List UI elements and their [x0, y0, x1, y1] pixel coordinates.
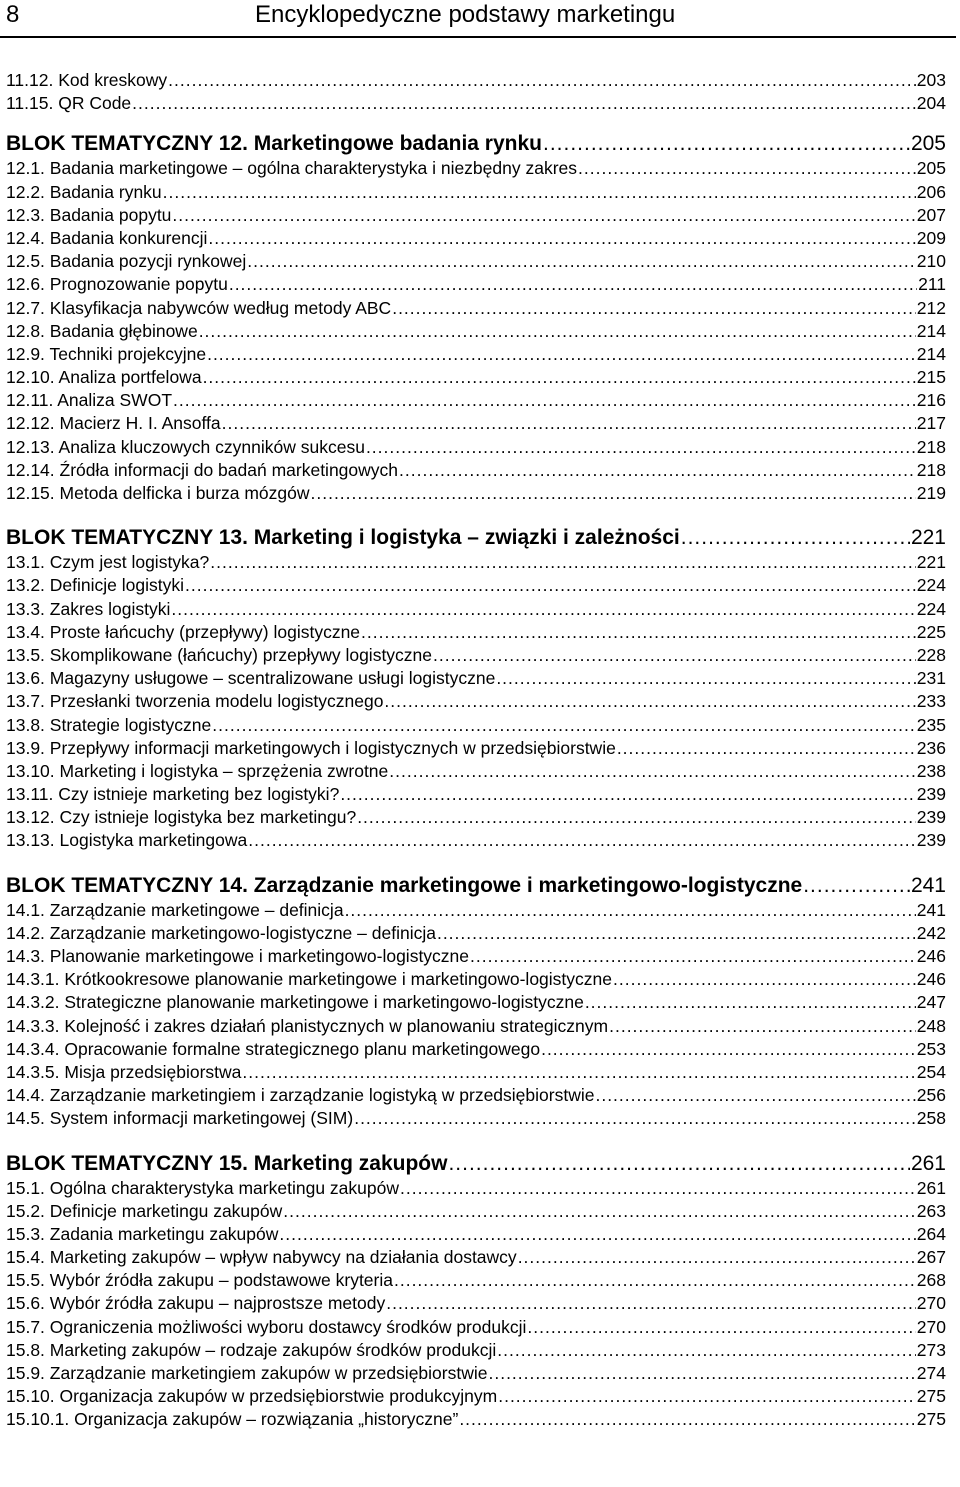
header-rule [0, 36, 956, 38]
dot-leader [496, 667, 915, 690]
toc-entry [6, 1107, 946, 1130]
dot-leader [173, 389, 916, 412]
toc-entry [6, 1038, 946, 1061]
toc-entry [6, 1223, 946, 1246]
toc-entry-title: 12.2. Badania rynku [6, 181, 162, 202]
toc-entry [6, 829, 946, 852]
dot-leader [279, 1223, 915, 1246]
toc-entry-title: 12.15. Metoda delficka i burza mózgów [6, 483, 310, 503]
toc-entry [6, 783, 946, 806]
toc-page-number: 274 [916, 1363, 946, 1383]
dot-leader [340, 783, 915, 806]
toc-entry [6, 1084, 946, 1107]
toc-block-heading [6, 131, 946, 157]
toc-entry-title: 14.3.4. Opracowanie formalne strategicznego planu marketingowego [6, 1038, 541, 1059]
toc-entry-title: 13.3. Zakres logistyki [6, 598, 171, 619]
toc-entry-title: BLOK TEMATYCZNY 14. Zarządzanie marketingowe i marketingowo-logistyczne [6, 873, 803, 897]
toc-entry-title: 12.14. Źródła informacji do badań marketingowych [6, 459, 399, 480]
toc-page-number: 275 [916, 1386, 946, 1407]
toc-page-number: 267 [916, 1247, 946, 1268]
table-of-contents [6, 69, 946, 1432]
toc-entry [6, 181, 946, 204]
toc-page-number: 248 [916, 1015, 946, 1036]
toc-page-number: 225 [916, 621, 946, 642]
toc-entry [6, 482, 946, 505]
dot-leader [242, 1061, 915, 1084]
toc-entry [6, 1200, 946, 1223]
dot-leader [384, 690, 915, 713]
dot-leader [132, 92, 916, 115]
running-title: Encyklopedyczne podstawy marketingu [255, 1, 676, 28]
toc-page-number: 275 [916, 1409, 946, 1430]
toc-page-number: 261 [916, 1177, 946, 1198]
toc-page-number: 268 [916, 1270, 946, 1291]
dot-leader [283, 1200, 916, 1223]
toc-entry-title: 15.6. Wybór źródła zakupu – najprostsze metody [6, 1293, 386, 1314]
toc-page-number: 218 [916, 436, 946, 457]
toc-entry [6, 1177, 946, 1200]
toc-page-number: 264 [916, 1223, 946, 1244]
toc-entry-title: 15.3. Zadania marketingu zakupów [6, 1223, 279, 1244]
toc-page-number: 258 [916, 1108, 946, 1129]
toc-page-number: 205 [910, 132, 946, 156]
toc-entry [6, 1339, 946, 1362]
toc-page-number: 216 [916, 390, 946, 411]
toc-page-number: 270 [916, 1316, 946, 1337]
toc-entry-title: 15.10.1. Organizacja zakupów – rozwiązania „historyczne” [6, 1409, 459, 1430]
toc-entry [6, 204, 946, 227]
toc-entry [6, 644, 946, 667]
toc-entry-title: 15.5. Wybór źródła zakupu – podstawowe kryteria [6, 1270, 393, 1291]
dot-leader [210, 551, 916, 574]
toc-entry [6, 250, 946, 273]
toc-page-number: 233 [916, 691, 946, 712]
toc-entry-title: 14.4. Zarządzanie marketingiem i zarządzanie logistyką w przedsiębiorstwie [6, 1085, 595, 1106]
toc-entry [6, 551, 946, 574]
dot-leader [389, 760, 916, 783]
dot-leader [541, 1038, 916, 1061]
toc-entry-title: 11.15. QR Code [6, 93, 132, 114]
toc-entry [6, 389, 946, 412]
toc-entry [6, 1061, 946, 1084]
dot-leader [527, 1316, 915, 1339]
dot-leader [518, 1246, 916, 1269]
toc-page-number: 261 [910, 1151, 946, 1175]
toc-entry [6, 1292, 946, 1315]
dot-leader [248, 829, 916, 852]
toc-entry [6, 1246, 946, 1269]
dot-leader [199, 320, 916, 343]
dot-leader [207, 343, 916, 366]
toc-block-heading [6, 1151, 946, 1177]
dot-leader [803, 873, 910, 899]
toc-page-number: 270 [916, 1293, 946, 1314]
toc-entry [6, 157, 946, 180]
toc-entry [6, 1269, 946, 1292]
dot-leader [585, 991, 916, 1014]
toc-page-number: 218 [916, 459, 946, 480]
dot-leader [609, 1015, 916, 1038]
toc-page-number: 231 [916, 668, 946, 689]
toc-entry-title: 12.12. Macierz H. I. Ansoffa [6, 413, 221, 434]
toc-entry [6, 1408, 946, 1431]
toc-entry-title: 12.8. Badania głębinowe [6, 320, 198, 341]
toc-entry-title: BLOK TEMATYCZNY 12. Marketingowe badania rynku [6, 132, 542, 156]
toc-entry [6, 1015, 946, 1038]
dot-leader [386, 1292, 916, 1315]
toc-entry [6, 92, 946, 115]
toc-entry [6, 1385, 946, 1408]
toc-page-number: 246 [916, 969, 946, 990]
dot-leader [470, 945, 916, 968]
toc-entry-title: 12.11. Analiza SWOT [6, 390, 173, 411]
dot-leader [171, 598, 915, 621]
dot-leader [497, 1339, 916, 1362]
toc-entry [6, 690, 946, 713]
dot-leader [354, 1107, 916, 1130]
toc-entry-title: 12.7. Klasyfikacja nabywców według metody ABC [6, 297, 392, 318]
toc-entry-title: 13.2. Definicje logistyki [6, 575, 184, 596]
toc-page-number: 219 [916, 483, 946, 503]
dot-leader [459, 1408, 915, 1431]
toc-entry [6, 412, 946, 435]
dot-leader [311, 482, 916, 505]
dot-leader [229, 273, 917, 296]
toc-entry-title: 14.3. Planowanie marketingowe i marketingowo-logistyczne [6, 946, 470, 966]
toc-entry [6, 621, 946, 644]
toc-entry [6, 760, 946, 783]
toc-page-number: 224 [916, 598, 946, 619]
toc-page-number: 253 [916, 1038, 946, 1059]
toc-page-number: 203 [916, 70, 946, 90]
dot-leader [168, 69, 916, 92]
dot-leader [399, 459, 916, 482]
toc-entry-title: 13.7. Przesłanki tworzenia modelu logistycznego [6, 691, 384, 712]
dot-leader [488, 1362, 915, 1385]
dot-leader [498, 1385, 916, 1408]
toc-entry-title: 14.1. Zarządzanie marketingowe – definicja [6, 899, 344, 920]
toc-entry-title: 13.8. Strategie logistyczne [6, 714, 212, 735]
toc-page-number: 273 [916, 1339, 946, 1360]
dot-leader [617, 737, 916, 760]
toc-entry [6, 459, 946, 482]
toc-entry-title: 15.4. Marketing zakupów – wpływ nabywcy na działania dostawcy [6, 1247, 517, 1268]
toc-page-number: 207 [916, 204, 946, 225]
toc-entry [6, 991, 946, 1014]
toc-entry-title: 12.13. Analiza kluczowych czynników sukcesu [6, 436, 365, 457]
toc-entry-title: 14.3.1. Krótkookresowe planowanie marketingowe i marketingowo-logistyczne [6, 969, 613, 990]
toc-entry-title: 15.2. Definicje marketingu zakupów [6, 1200, 283, 1221]
toc-entry-title: 15.9. Zarządzanie marketingiem zakupów w przedsiębiorstwie [6, 1363, 488, 1383]
toc-entry-title: 13.10. Marketing i logistyka – sprzężenia zwrotne [6, 760, 389, 781]
toc-entry-title: 13.4. Proste łańcuchy (przepływy) logistyczne [6, 621, 361, 642]
dot-leader [613, 968, 916, 991]
toc-page-number: 228 [916, 644, 946, 665]
toc-page-number: 214 [916, 320, 946, 341]
dot-leader [357, 806, 916, 829]
toc-page-number: 221 [910, 526, 946, 550]
toc-page-number: 215 [916, 367, 946, 388]
dot-leader [172, 204, 915, 227]
toc-entry [6, 899, 946, 922]
toc-entry-title: 15.7. Ograniczenia możliwości wyboru dostawcy środków produkcji [6, 1316, 527, 1337]
toc-entry-title: BLOK TEMATYCZNY 13. Marketing i logistyka – związki i zależności [6, 526, 680, 550]
toc-entry [6, 436, 946, 459]
toc-entry [6, 737, 946, 760]
toc-page-number: 239 [916, 784, 946, 805]
page-header [0, 0, 960, 40]
toc-page-number: 239 [916, 830, 946, 851]
toc-entry [6, 320, 946, 343]
toc-block-heading [6, 525, 946, 551]
toc-entry [6, 667, 946, 690]
dot-leader [578, 157, 916, 180]
toc-entry-title: 14.3.3. Kolejność i zakres działań planistycznych w planowaniu strategicznym [6, 1015, 609, 1036]
dot-leader [543, 131, 910, 157]
toc-page-number: 211 [918, 274, 946, 295]
dot-leader [247, 250, 916, 273]
dot-leader [163, 181, 916, 204]
toc-page-number: 236 [916, 737, 946, 758]
dot-leader [681, 525, 910, 551]
dot-leader [394, 1269, 916, 1292]
dot-leader [185, 574, 916, 597]
toc-entry [6, 343, 946, 366]
toc-entry [6, 945, 946, 968]
toc-entry-title: 15.1. Ogólna charakterystyka marketingu zakupów [6, 1177, 399, 1198]
dot-leader [212, 714, 916, 737]
toc-page-number: 205 [916, 158, 946, 179]
toc-entry [6, 806, 946, 829]
toc-page-number: 209 [916, 227, 946, 248]
toc-entry-title: 13.6. Magazyny usługowe – scentralizowane usługi logistyczne [6, 668, 496, 689]
toc-entry [6, 69, 946, 92]
toc-entry [6, 968, 946, 991]
dot-leader [433, 644, 916, 667]
dot-leader [437, 922, 916, 945]
toc-entry-title: 13.1. Czym jest logistyka? [6, 552, 210, 573]
toc-entry-title: 13.13. Logistyka marketingowa [6, 830, 248, 851]
dot-leader [345, 899, 916, 922]
dot-leader [400, 1177, 916, 1200]
dot-leader [366, 436, 916, 459]
toc-page-number: 217 [916, 413, 946, 434]
toc-entry [6, 598, 946, 621]
toc-entry-title: 14.5. System informacji marketingowej (SIM) [6, 1108, 354, 1129]
toc-entry-title: 13.12. Czy istnieje logistyka bez marketingu? [6, 807, 357, 828]
toc-page-number: 214 [916, 343, 946, 364]
toc-block-heading [6, 873, 946, 899]
dot-leader [208, 227, 915, 250]
toc-page-number: 238 [916, 760, 946, 781]
toc-page-number: 210 [916, 251, 946, 272]
toc-page-number: 241 [910, 873, 946, 897]
toc-entry [6, 922, 946, 945]
toc-entry-title: 14.2. Zarządzanie marketingowo-logistyczne – definicja [6, 922, 436, 943]
toc-entry-title: 12.4. Badania konkurencji [6, 227, 208, 248]
toc-entry-title: 12.6. Prognozowanie popytu [6, 274, 228, 295]
toc-entry-title: 12.9. Techniki projekcyjne [6, 343, 207, 364]
toc-entry-title: 15.10. Organizacja zakupów w przedsiębiorstwie produkcyjnym [6, 1386, 498, 1407]
dot-leader [448, 1151, 910, 1177]
page-number: 8 [6, 1, 20, 28]
toc-entry-title: 13.9. Przepływy informacji marketingowych i logistycznych w przedsiębiorstwie [6, 737, 616, 758]
toc-entry-title: 13.11. Czy istnieje marketing bez logistyki? [6, 784, 340, 805]
toc-page-number: 242 [916, 922, 946, 943]
toc-entry-title: 12.10. Analiza portfelowa [6, 367, 202, 388]
dot-leader [361, 621, 916, 644]
toc-entry-title: 14.3.5. Misja przedsiębiorstwa [6, 1061, 242, 1082]
toc-entry-title: 15.8. Marketing zakupów – rodzaje zakupów środków produkcji [6, 1339, 497, 1360]
toc-page-number: 212 [916, 297, 946, 318]
dot-leader [203, 366, 916, 389]
toc-page-number: 254 [916, 1061, 946, 1082]
toc-entry [6, 227, 946, 250]
toc-entry [6, 1362, 946, 1385]
dot-leader [222, 412, 916, 435]
toc-page-number: 246 [916, 946, 946, 966]
toc-page-number: 221 [916, 552, 946, 573]
dot-leader [392, 297, 916, 320]
dot-leader [595, 1084, 915, 1107]
toc-entry [6, 1316, 946, 1339]
toc-page-number: 256 [916, 1085, 946, 1106]
toc-page-number: 247 [916, 992, 946, 1013]
toc-page-number: 263 [916, 1200, 946, 1221]
toc-entry [6, 574, 946, 597]
toc-entry-title: 11.12. Kod kreskowy [6, 70, 168, 90]
toc-page-number: 224 [916, 575, 946, 596]
toc-page-number: 206 [916, 181, 946, 202]
toc-entry [6, 714, 946, 737]
toc-entry-title: 12.1. Badania marketingowe – ogólna charakterystyka i niezbędny zakres [6, 158, 578, 179]
toc-page-number: 241 [916, 899, 946, 920]
toc-entry [6, 297, 946, 320]
toc-entry-title: 12.5. Badania pozycji rynkowej [6, 251, 247, 272]
toc-entry [6, 366, 946, 389]
toc-page-number: 204 [916, 93, 946, 114]
toc-entry-title: BLOK TEMATYCZNY 15. Marketing zakupów [6, 1151, 448, 1175]
toc-entry-title: 14.3.2. Strategiczne planowanie marketingowe i marketingowo-logistyczne [6, 992, 584, 1013]
toc-page-number: 235 [916, 714, 946, 735]
toc-entry-title: 12.3. Badania popytu [6, 204, 172, 225]
toc-page-number: 239 [916, 807, 946, 828]
toc-entry [6, 273, 946, 296]
toc-entry-title: 13.5. Skomplikowane (łańcuchy) przepływy logistyczne [6, 644, 433, 665]
